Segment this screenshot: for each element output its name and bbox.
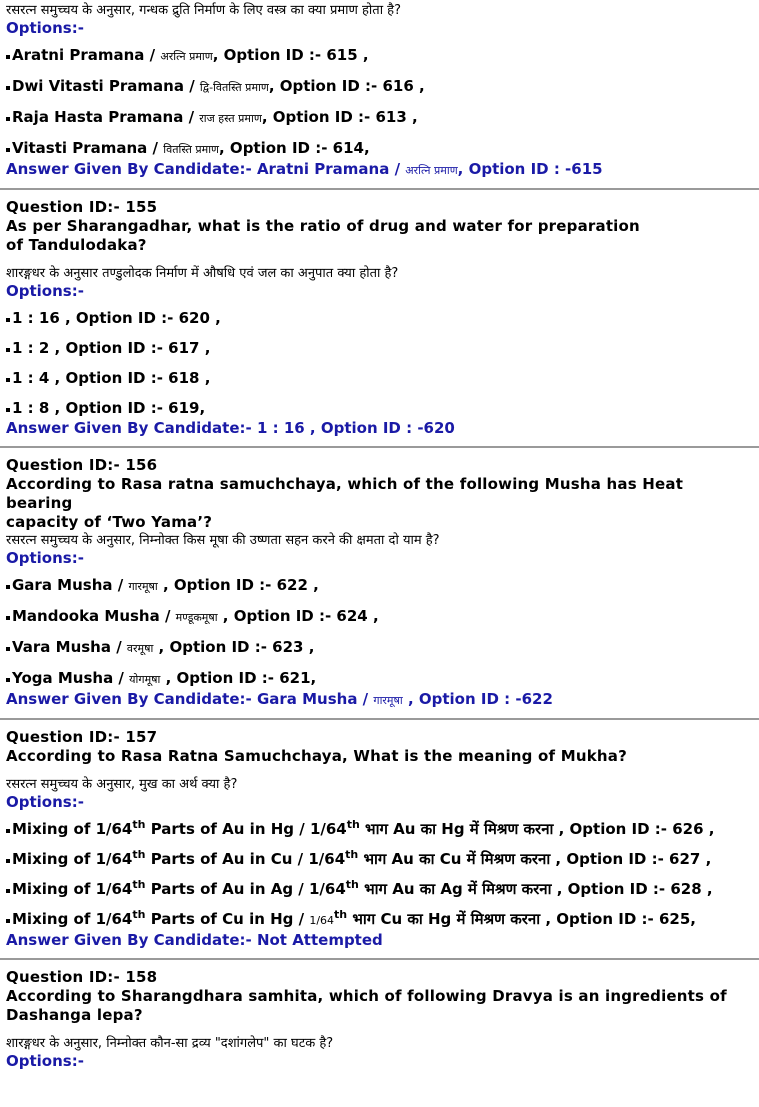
question-hindi: शारङ्गधर के अनुसार, निम्नोक्त कौन-सा द्रव्य "दशांगलेप" का घटक है?: [6, 1036, 334, 1051]
bullet-icon: [6, 859, 10, 863]
question-id: Question ID:- 155: [6, 198, 158, 216]
question-155: [6, 198, 753, 438]
bullet-icon: [6, 117, 10, 121]
bullet-icon: [6, 318, 10, 322]
question-id: Question ID:- 157: [6, 728, 158, 746]
option-615: Aratni Pramana / अरत्नि प्रमाण, Option ID :- 615 ,: [6, 46, 753, 66]
answer-given: Answer Given By Candidate:- Not Attempted: [6, 931, 383, 949]
bullet-icon: [6, 55, 10, 59]
option-619: 1 : 8 , Option ID :- 619,: [6, 399, 753, 418]
bullet-icon: [6, 148, 10, 152]
option-618: 1 : 4 , Option ID :- 618 ,: [6, 369, 753, 388]
bullet-icon: [6, 585, 10, 589]
question-158: [6, 968, 753, 1071]
bullet-icon: [6, 647, 10, 651]
option-616: Dwi Vitasti Pramana / द्वि-वितस्ति प्रमाण, Option ID :- 616 ,: [6, 77, 753, 97]
divider: [0, 188, 759, 190]
question-hindi: रसरत्न समुच्चय के अनुसार, गन्धक द्रुति निर्माण के लिए वस्त्र का क्या प्रमाण होता है?: [6, 3, 401, 18]
question-hindi: शारङ्गधर के अनुसार तण्डुलोदक निर्माण में औषधि एवं जल का अनुपात क्या होता है?: [6, 266, 399, 281]
divider: [0, 718, 759, 720]
question-hindi: रसरत्न समुच्चय के अनुसार, निम्नोक्त किस मूषा की उष्णता सहन करने की क्षमता दो याम है?: [6, 533, 440, 548]
option-622: Gara Musha / गारमूषा , Option ID :- 622 ,: [6, 576, 753, 596]
bullet-icon: [6, 919, 10, 923]
answer-given: Answer Given By Candidate:- 1 : 16 , Option ID : -620: [6, 419, 455, 437]
question-text: According to Rasa Ratna Samuchchaya, What is the meaning of Mukha?: [6, 747, 627, 765]
option-613: Raja Hasta Pramana / राज हस्त प्रमाण, Option ID :- 613 ,: [6, 108, 753, 128]
question-157: [6, 728, 753, 950]
options-label: Options:-: [6, 1052, 84, 1070]
option-626: Mixing of 1/64th Parts of Au in Hg / 1/64th भाग Au का Hg में मिश्रण करना , Option ID :- 626 ,: [6, 820, 753, 839]
option-614: Vitasti Pramana / वितस्ति प्रमाण, Option ID :- 614,: [6, 139, 753, 159]
question-156: [6, 456, 753, 710]
option-628: Mixing of 1/64th Parts of Au in Ag / 1/64th भाग Au का Ag में मिश्रण करना , Option ID :- 628 ,: [6, 880, 753, 899]
option-620: 1 : 16 , Option ID :- 620 ,: [6, 309, 753, 328]
question-id: Question ID:- 156: [6, 456, 158, 474]
question-id: Question ID:- 158: [6, 968, 158, 986]
divider: [0, 958, 759, 960]
option-621: Yoga Musha / योगमूषा , Option ID :- 621,: [6, 669, 753, 689]
option-625: Mixing of 1/64th Parts of Cu in Hg / 1/64th भाग Cu का Hg में मिश्रण करना , Option ID :- 625,: [6, 910, 753, 930]
options-label: Options:-: [6, 793, 84, 811]
divider: [0, 446, 759, 448]
option-624: Mandooka Musha / मण्डूकमूषा , Option ID :- 624 ,: [6, 607, 753, 627]
option-623: Vara Musha / वरमूषा , Option ID :- 623 ,: [6, 638, 753, 658]
question-hindi: रसरत्न समुच्चय के अनुसार, मुख का अर्थ क्या है?: [6, 777, 238, 792]
bullet-icon: [6, 378, 10, 382]
bullet-icon: [6, 86, 10, 90]
question-text: As per Sharangadhar, what is the ratio of drug and water for preparation of Tandulodaka?: [6, 217, 640, 254]
options-label: Options:-: [6, 282, 84, 300]
bullet-icon: [6, 829, 10, 833]
question-text: According to Rasa ratna samuchchaya, which of the following Musha has Heat bearing capacity of ‘Two Yama’?: [6, 475, 684, 531]
options-label: Options:-: [6, 549, 84, 567]
options-label: Options:-: [6, 19, 84, 37]
question-text: According to Sharangdhara samhita, which of following Dravya is an ingredients of Dashanga lepa?: [6, 987, 727, 1024]
answer-given: Answer Given By Candidate:- Aratni Pramana / अरत्नि प्रमाण, Option ID : -615: [6, 160, 603, 178]
bullet-icon: [6, 889, 10, 893]
bullet-icon: [6, 616, 10, 620]
answer-given: Answer Given By Candidate:- Gara Musha / गारमूषा , Option ID : -622: [6, 690, 553, 708]
bullet-icon: [6, 348, 10, 352]
option-617: 1 : 2 , Option ID :- 617 ,: [6, 339, 753, 358]
option-627: Mixing of 1/64th Parts of Au in Cu / 1/64th भाग Au का Cu में मिश्रण करना , Option ID :- 627 ,: [6, 850, 753, 869]
question-154: [6, 2, 753, 180]
bullet-icon: [6, 408, 10, 412]
bullet-icon: [6, 678, 10, 682]
